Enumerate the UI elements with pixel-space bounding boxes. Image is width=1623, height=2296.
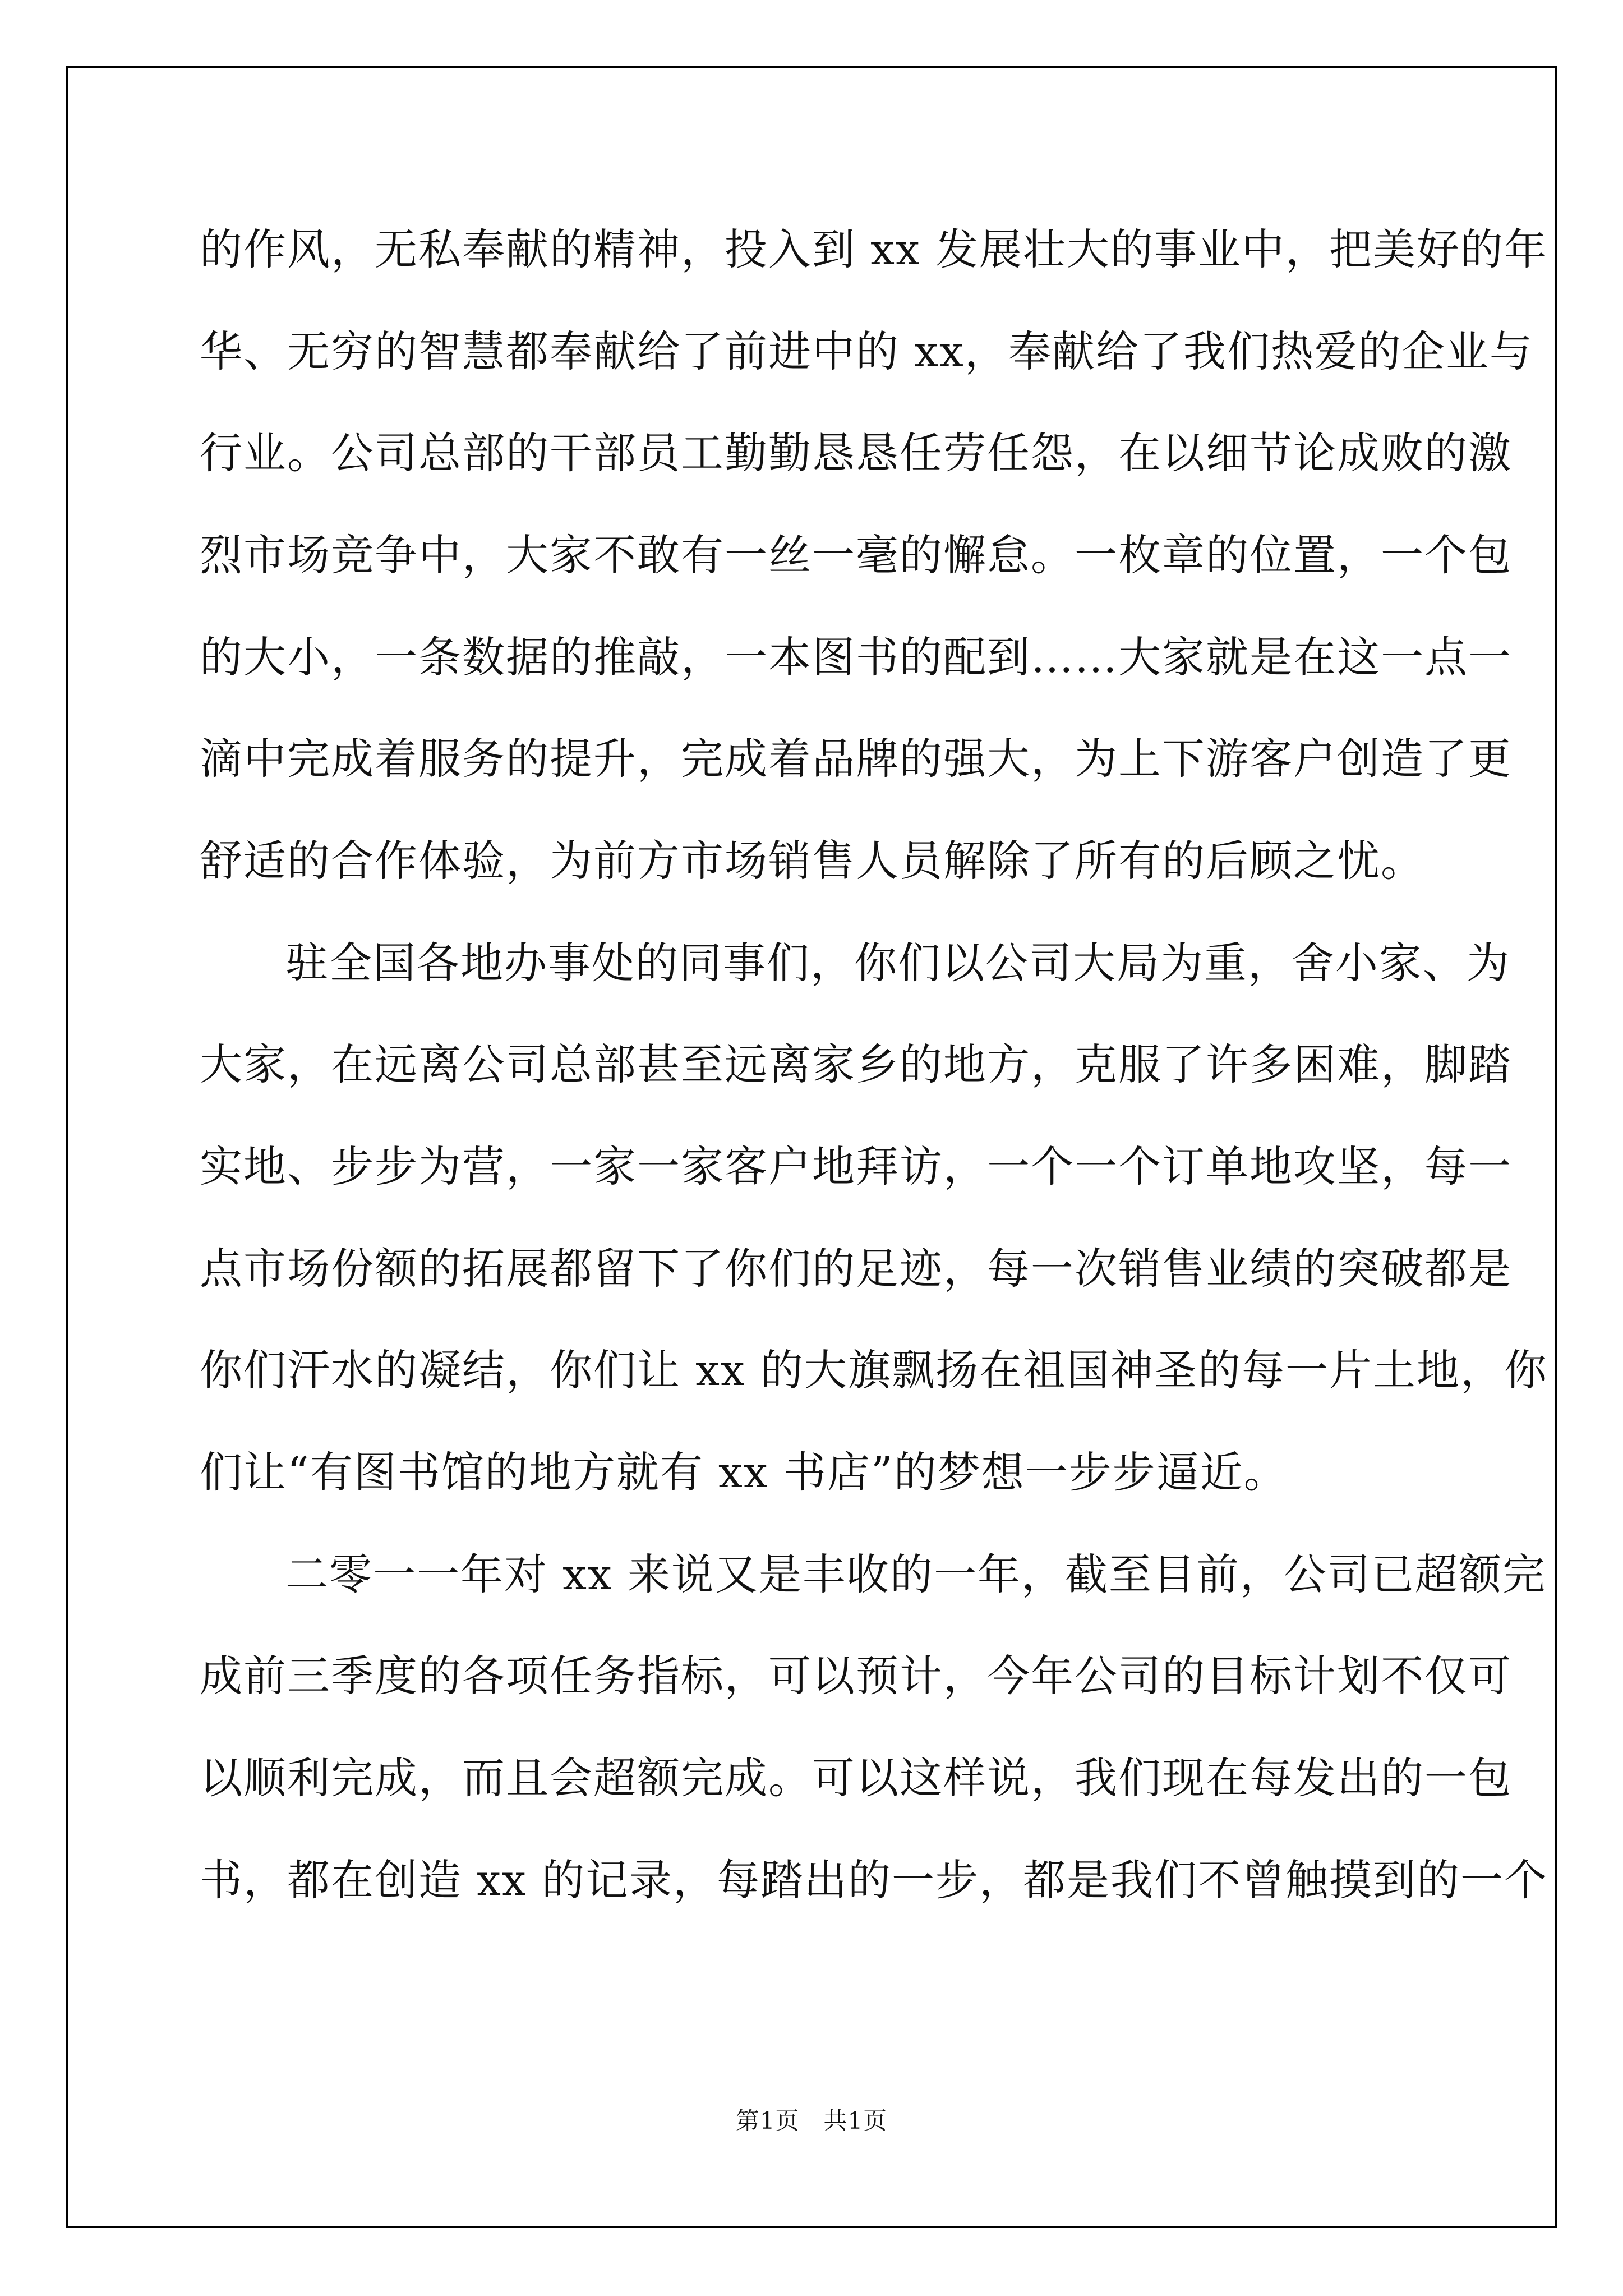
text-line: 滴中完成着服务的提升，完成着品牌的强大，为上下游客户创造了更: [200, 734, 1512, 784]
text-line: 烈市场竞争中，大家不敢有一丝一毫的懈怠。一枚章的位置，一个包: [200, 530, 1512, 580]
text-line: 的作风，无私奉献的精神，投入到 xx 发展壮大的事业中，把美好的年: [200, 224, 1548, 274]
text-line: 行业。公司总部的干部员工勤勤恳恳任劳任怨，在以细节论成败的激: [200, 428, 1512, 478]
paragraph-first-line: 驻全国各地办事处的同事们，你们以公司大局为重，舍小家、为: [285, 938, 1510, 988]
page-number-footer: 第1页 共1页: [735, 2107, 888, 2134]
text-line: 书，都在创造 xx 的记录，每踏出的一步，都是我们不曾触摸到的一个: [200, 1855, 1548, 1905]
text-line: 的大小，一条数据的推敲，一本图书的配到……大家就是在这一点一: [200, 632, 1512, 682]
text-line: 们让“有图书馆的地方就有 xx 书店”的梦想一步步逼近。: [200, 1447, 1288, 1497]
text-line: 成前三季度的各项任务指标，可以预计，今年公司的目标计划不仅可: [200, 1651, 1512, 1701]
paragraph-first-line: 二零一一年对 xx 来说又是丰收的一年，截至目前，公司已超额完: [285, 1549, 1547, 1599]
text-line: 华、无穷的智慧都奉献给了前进中的 xx，奉献给了我们热爱的企业与: [200, 326, 1533, 376]
text-line: 实地、步步为营，一家一家客户地拜访，一个一个订单地攻坚，每一: [200, 1142, 1512, 1191]
text-line: 你们汗水的凝结，你们让 xx 的大旗飘扬在祖国神圣的每一片土地，你: [200, 1345, 1548, 1395]
text-line: 大家，在远离公司总部甚至远离家乡的地方，克服了许多困难，脚踏: [200, 1039, 1512, 1089]
text-line: 舒适的合作体验，为前方市场销售人员解除了所有的后顾之忧。: [200, 836, 1424, 886]
text-line: 以顺利完成，而且会超额完成。可以这样说，我们现在每发出的一包: [200, 1753, 1512, 1803]
text-line: 点市场份额的拓展都留下了你们的足迹，每一次销售业绩的突破都是: [200, 1244, 1512, 1294]
